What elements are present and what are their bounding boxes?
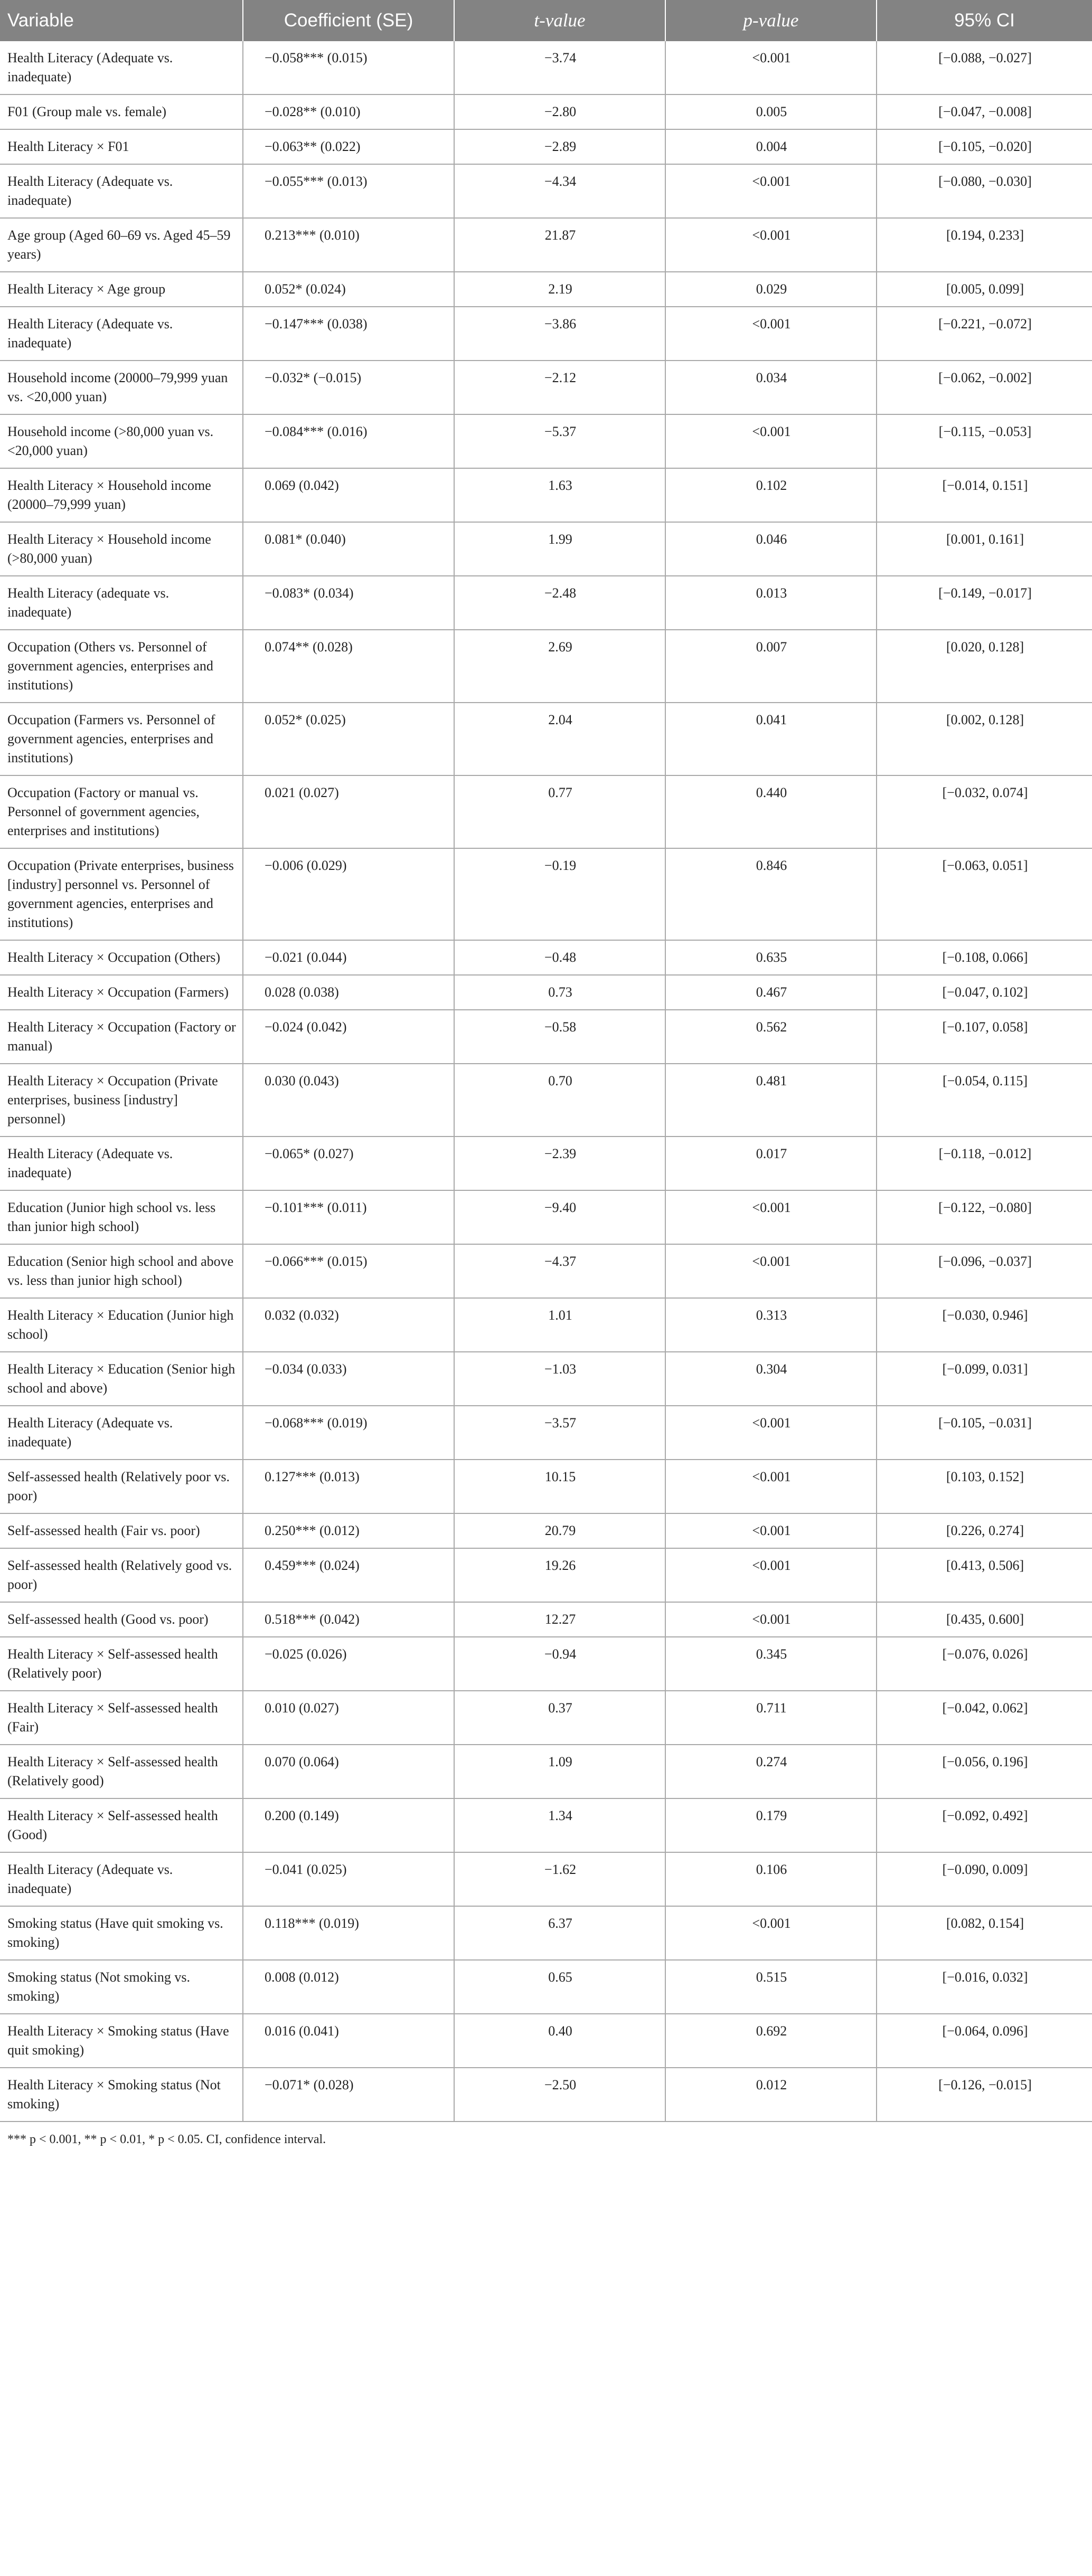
cell-coefficient: −0.058*** (0.015)	[243, 41, 454, 94]
cell-coefficient: 0.081* (0.040)	[243, 522, 454, 576]
table-row	[0, 848, 1092, 940]
cell-variable: Self-assessed health (Good vs. poor)	[0, 1602, 243, 1637]
cell-ci: [0.005, 0.099]	[877, 272, 1092, 307]
cell-p-value: 0.004	[665, 129, 877, 164]
table-row	[0, 1137, 1092, 1190]
table-row	[0, 1352, 1092, 1406]
cell-coefficient: 0.021 (0.027)	[243, 775, 454, 848]
header-variable: Variable	[0, 0, 243, 41]
cell-ci: [−0.047, −0.008]	[877, 94, 1092, 129]
cell-p-value: <0.001	[665, 1244, 877, 1298]
cell-p-value: 0.041	[665, 703, 877, 775]
table-row	[0, 630, 1092, 703]
table-row	[0, 1852, 1092, 1906]
cell-p-value: <0.001	[665, 164, 877, 218]
cell-coefficient: 0.074** (0.028)	[243, 630, 454, 703]
cell-t-value: −3.86	[454, 307, 665, 361]
cell-variable: Health Literacy × F01	[0, 129, 243, 164]
cell-variable: Self-assessed health (Fair vs. poor)	[0, 1513, 243, 1548]
cell-t-value: 12.27	[454, 1602, 665, 1637]
cell-variable: Health Literacy × Household income (>80,000 yuan)	[0, 522, 243, 576]
cell-variable: Health Literacy (Adequate vs. inadequate)	[0, 1852, 243, 1906]
table-row	[0, 1745, 1092, 1798]
cell-t-value: −0.48	[454, 940, 665, 975]
cell-coefficient: −0.028** (0.010)	[243, 94, 454, 129]
cell-t-value: 0.37	[454, 1691, 665, 1745]
cell-variable: Occupation (Farmers vs. Personnel of government agencies, enterprises and institutions)	[0, 703, 243, 775]
cell-coefficient: −0.071* (0.028)	[243, 2068, 454, 2122]
cell-p-value: 0.005	[665, 94, 877, 129]
cell-variable: Health Literacy × Occupation (Farmers)	[0, 975, 243, 1010]
cell-variable: Health Literacy (adequate vs. inadequate)	[0, 576, 243, 630]
cell-ci: [−0.108, 0.066]	[877, 940, 1092, 975]
cell-t-value: 21.87	[454, 218, 665, 272]
cell-variable: Household income (20000–79,999 yuan vs. <20,000 yuan)	[0, 361, 243, 414]
cell-ci: [−0.047, 0.102]	[877, 975, 1092, 1010]
table-row	[0, 1602, 1092, 1637]
cell-ci: [−0.096, −0.037]	[877, 1244, 1092, 1298]
cell-variable: Health Literacy (Adequate vs. inadequate)	[0, 1406, 243, 1460]
cell-coefficient: 0.069 (0.042)	[243, 468, 454, 522]
cell-variable: Health Literacy × Household income (20000–79,999 yuan)	[0, 468, 243, 522]
table-row	[0, 1460, 1092, 1513]
cell-p-value: 0.007	[665, 630, 877, 703]
table-row	[0, 1064, 1092, 1137]
cell-t-value: −4.37	[454, 1244, 665, 1298]
table-row	[0, 1513, 1092, 1548]
cell-variable: Health Literacy × Self-assessed health (Fair)	[0, 1691, 243, 1745]
cell-ci: [−0.030, 0.946]	[877, 1298, 1092, 1352]
cell-ci: [−0.054, 0.115]	[877, 1064, 1092, 1137]
cell-ci: [−0.105, −0.031]	[877, 1406, 1092, 1460]
cell-ci: [−0.090, 0.009]	[877, 1852, 1092, 1906]
table-row	[0, 1244, 1092, 1298]
table-header	[0, 0, 1092, 41]
cell-variable: Self-assessed health (Relatively good vs. poor)	[0, 1548, 243, 1602]
table-row	[0, 41, 1092, 94]
cell-coefficient: −0.066*** (0.015)	[243, 1244, 454, 1298]
cell-t-value: 0.65	[454, 1960, 665, 2014]
cell-ci: [0.413, 0.506]	[877, 1548, 1092, 1602]
cell-t-value: −2.50	[454, 2068, 665, 2122]
cell-coefficient: 0.070 (0.064)	[243, 1745, 454, 1798]
cell-p-value: <0.001	[665, 414, 877, 468]
cell-t-value: −3.57	[454, 1406, 665, 1460]
cell-coefficient: 0.052* (0.025)	[243, 703, 454, 775]
cell-variable: Education (Senior high school and above vs. less than junior high school)	[0, 1244, 243, 1298]
cell-coefficient: 0.028 (0.038)	[243, 975, 454, 1010]
cell-ci: [−0.080, −0.030]	[877, 164, 1092, 218]
header-coefficient: Coefficient (SE)	[243, 0, 454, 41]
table-row	[0, 1406, 1092, 1460]
table-row	[0, 1691, 1092, 1745]
cell-coefficient: 0.250*** (0.012)	[243, 1513, 454, 1548]
cell-variable: Occupation (Private enterprises, business [industry] personnel vs. Personnel of government agencies, enterprises and institutions)	[0, 848, 243, 940]
cell-coefficient: 0.127*** (0.013)	[243, 1460, 454, 1513]
table-row	[0, 218, 1092, 272]
cell-variable: Occupation (Others vs. Personnel of government agencies, enterprises and institutions)	[0, 630, 243, 703]
table-body	[0, 41, 1092, 2122]
cell-variable: Health Literacy (Adequate vs. inadequate)	[0, 164, 243, 218]
table-row	[0, 940, 1092, 975]
cell-p-value: <0.001	[665, 1460, 877, 1513]
cell-coefficient: 0.052* (0.024)	[243, 272, 454, 307]
cell-t-value: 10.15	[454, 1460, 665, 1513]
cell-coefficient: 0.200 (0.149)	[243, 1798, 454, 1852]
cell-ci: [0.226, 0.274]	[877, 1513, 1092, 1548]
cell-coefficient: −0.025 (0.026)	[243, 1637, 454, 1691]
cell-ci: [−0.118, −0.012]	[877, 1137, 1092, 1190]
header-row	[0, 0, 1092, 41]
header-t-value-text: t-value	[534, 10, 586, 31]
cell-variable: Health Literacy × Self-assessed health (Good)	[0, 1798, 243, 1852]
cell-t-value: 0.40	[454, 2014, 665, 2068]
cell-p-value: 0.635	[665, 940, 877, 975]
table-row	[0, 775, 1092, 848]
cell-p-value: <0.001	[665, 1406, 877, 1460]
cell-p-value: 0.692	[665, 2014, 877, 2068]
cell-coefficient: −0.041 (0.025)	[243, 1852, 454, 1906]
table-row	[0, 1298, 1092, 1352]
header-p-value-text: p-value	[743, 10, 799, 31]
cell-ci: [0.103, 0.152]	[877, 1460, 1092, 1513]
cell-coefficient: −0.068*** (0.019)	[243, 1406, 454, 1460]
cell-coefficient: −0.101*** (0.011)	[243, 1190, 454, 1244]
header-p-value	[665, 0, 877, 41]
cell-ci: [−0.056, 0.196]	[877, 1745, 1092, 1798]
cell-p-value: <0.001	[665, 1906, 877, 1960]
table-row	[0, 94, 1092, 129]
cell-p-value: 0.274	[665, 1745, 877, 1798]
cell-t-value: −5.37	[454, 414, 665, 468]
cell-coefficient: 0.032 (0.032)	[243, 1298, 454, 1352]
cell-coefficient: 0.010 (0.027)	[243, 1691, 454, 1745]
cell-coefficient: −0.032* (−0.015)	[243, 361, 454, 414]
cell-ci: [0.020, 0.128]	[877, 630, 1092, 703]
cell-p-value: <0.001	[665, 1602, 877, 1637]
table-row	[0, 468, 1092, 522]
cell-coefficient: 0.118*** (0.019)	[243, 1906, 454, 1960]
cell-coefficient: −0.147*** (0.038)	[243, 307, 454, 361]
cell-variable: Health Literacy (Adequate vs. inadequate)	[0, 1137, 243, 1190]
table-row	[0, 703, 1092, 775]
cell-variable: Health Literacy × Self-assessed health (Relatively good)	[0, 1745, 243, 1798]
cell-coefficient: −0.084*** (0.016)	[243, 414, 454, 468]
cell-variable: Health Literacy × Education (Junior high school)	[0, 1298, 243, 1352]
cell-p-value: 0.012	[665, 2068, 877, 2122]
table-row	[0, 2068, 1092, 2122]
cell-p-value: <0.001	[665, 218, 877, 272]
cell-ci: [−0.014, 0.151]	[877, 468, 1092, 522]
cell-coefficient: −0.021 (0.044)	[243, 940, 454, 975]
cell-variable: Health Literacy (Adequate vs. inadequate)	[0, 41, 243, 94]
cell-t-value: −1.03	[454, 1352, 665, 1406]
cell-p-value: 0.711	[665, 1691, 877, 1745]
cell-coefficient: 0.518*** (0.042)	[243, 1602, 454, 1637]
cell-p-value: 0.345	[665, 1637, 877, 1691]
cell-coefficient: 0.459*** (0.024)	[243, 1548, 454, 1602]
cell-ci: [−0.149, −0.017]	[877, 576, 1092, 630]
cell-t-value: 1.63	[454, 468, 665, 522]
cell-t-value: 1.09	[454, 1745, 665, 1798]
cell-ci: [−0.076, 0.026]	[877, 1637, 1092, 1691]
cell-p-value: 0.440	[665, 775, 877, 848]
cell-p-value: 0.846	[665, 848, 877, 940]
table-row	[0, 1637, 1092, 1691]
cell-variable: F01 (Group male vs. female)	[0, 94, 243, 129]
cell-t-value: 2.04	[454, 703, 665, 775]
cell-p-value: 0.467	[665, 975, 877, 1010]
cell-variable: Health Literacy × Self-assessed health (Relatively poor)	[0, 1637, 243, 1691]
cell-t-value: 0.70	[454, 1064, 665, 1137]
table-row	[0, 129, 1092, 164]
table-row	[0, 975, 1092, 1010]
table-row	[0, 1906, 1092, 1960]
table-row	[0, 307, 1092, 361]
cell-p-value: 0.017	[665, 1137, 877, 1190]
cell-t-value: 6.37	[454, 1906, 665, 1960]
cell-t-value: −0.19	[454, 848, 665, 940]
cell-ci: [−0.122, −0.080]	[877, 1190, 1092, 1244]
cell-coefficient: 0.213*** (0.010)	[243, 218, 454, 272]
cell-p-value: <0.001	[665, 1190, 877, 1244]
cell-p-value: 0.313	[665, 1298, 877, 1352]
cell-t-value: 1.99	[454, 522, 665, 576]
cell-t-value: 1.34	[454, 1798, 665, 1852]
cell-t-value: 19.26	[454, 1548, 665, 1602]
table-row	[0, 272, 1092, 307]
table-row	[0, 576, 1092, 630]
cell-t-value: −3.74	[454, 41, 665, 94]
cell-t-value: −4.34	[454, 164, 665, 218]
cell-ci: [0.435, 0.600]	[877, 1602, 1092, 1637]
cell-variable: Health Literacy × Occupation (Private enterprises, business [industry] personnel)	[0, 1064, 243, 1137]
cell-p-value: 0.034	[665, 361, 877, 414]
cell-p-value: 0.562	[665, 1010, 877, 1064]
cell-variable: Health Literacy (Adequate vs. inadequate)	[0, 307, 243, 361]
cell-p-value: 0.179	[665, 1798, 877, 1852]
table-row	[0, 1190, 1092, 1244]
cell-t-value: −0.58	[454, 1010, 665, 1064]
table-row	[0, 361, 1092, 414]
cell-coefficient: −0.024 (0.042)	[243, 1010, 454, 1064]
cell-variable: Age group (Aged 60–69 vs. Aged 45–59 years)	[0, 218, 243, 272]
table-row	[0, 1548, 1092, 1602]
cell-t-value: 0.73	[454, 975, 665, 1010]
cell-t-value: −2.39	[454, 1137, 665, 1190]
cell-t-value: −1.62	[454, 1852, 665, 1906]
cell-ci: [−0.042, 0.062]	[877, 1691, 1092, 1745]
cell-t-value: −2.48	[454, 576, 665, 630]
cell-ci: [−0.099, 0.031]	[877, 1352, 1092, 1406]
cell-variable: Education (Junior high school vs. less than junior high school)	[0, 1190, 243, 1244]
cell-ci: [−0.032, 0.074]	[877, 775, 1092, 848]
cell-ci: [−0.115, −0.053]	[877, 414, 1092, 468]
table-row	[0, 414, 1092, 468]
cell-variable: Health Literacy × Occupation (Factory or manual)	[0, 1010, 243, 1064]
cell-coefficient: −0.006 (0.029)	[243, 848, 454, 940]
table-row	[0, 1798, 1092, 1852]
cell-ci: [0.194, 0.233]	[877, 218, 1092, 272]
cell-ci: [−0.105, −0.020]	[877, 129, 1092, 164]
cell-ci: [−0.221, −0.072]	[877, 307, 1092, 361]
cell-t-value: 1.01	[454, 1298, 665, 1352]
cell-p-value: 0.106	[665, 1852, 877, 1906]
table-row	[0, 1960, 1092, 2014]
header-t-value	[454, 0, 665, 41]
cell-t-value: 0.77	[454, 775, 665, 848]
cell-t-value: 2.19	[454, 272, 665, 307]
cell-t-value: −0.94	[454, 1637, 665, 1691]
cell-p-value: 0.304	[665, 1352, 877, 1406]
cell-coefficient: −0.065* (0.027)	[243, 1137, 454, 1190]
cell-variable: Smoking status (Have quit smoking vs. smoking)	[0, 1906, 243, 1960]
cell-t-value: −2.89	[454, 129, 665, 164]
cell-coefficient: −0.034 (0.033)	[243, 1352, 454, 1406]
table-row	[0, 164, 1092, 218]
cell-variable: Health Literacy × Education (Senior high school and above)	[0, 1352, 243, 1406]
cell-p-value: <0.001	[665, 41, 877, 94]
cell-ci: [0.082, 0.154]	[877, 1906, 1092, 1960]
cell-ci: [0.001, 0.161]	[877, 522, 1092, 576]
cell-variable: Health Literacy × Age group	[0, 272, 243, 307]
cell-ci: [−0.092, 0.492]	[877, 1798, 1092, 1852]
cell-p-value: 0.515	[665, 1960, 877, 2014]
cell-ci: [−0.064, 0.096]	[877, 2014, 1092, 2068]
cell-coefficient: 0.008 (0.012)	[243, 1960, 454, 2014]
cell-p-value: <0.001	[665, 1513, 877, 1548]
cell-ci: [−0.088, −0.027]	[877, 41, 1092, 94]
cell-ci: [0.002, 0.128]	[877, 703, 1092, 775]
cell-p-value: 0.046	[665, 522, 877, 576]
cell-ci: [−0.062, −0.002]	[877, 361, 1092, 414]
cell-variable: Health Literacy × Smoking status (Have quit smoking)	[0, 2014, 243, 2068]
cell-variable: Health Literacy × Smoking status (Not smoking)	[0, 2068, 243, 2122]
cell-ci: [−0.063, 0.051]	[877, 848, 1092, 940]
cell-t-value: −9.40	[454, 1190, 665, 1244]
cell-p-value: <0.001	[665, 1548, 877, 1602]
cell-ci: [−0.107, 0.058]	[877, 1010, 1092, 1064]
table-row	[0, 1010, 1092, 1064]
cell-coefficient: −0.083* (0.034)	[243, 576, 454, 630]
cell-coefficient: 0.016 (0.041)	[243, 2014, 454, 2068]
cell-coefficient: 0.030 (0.043)	[243, 1064, 454, 1137]
cell-variable: Occupation (Factory or manual vs. Personnel of government agencies, enterprises and institutions)	[0, 775, 243, 848]
header-ci: 95% CI	[877, 0, 1092, 41]
cell-t-value: −2.12	[454, 361, 665, 414]
cell-t-value: −2.80	[454, 94, 665, 129]
cell-t-value: 2.69	[454, 630, 665, 703]
cell-ci: [−0.016, 0.032]	[877, 1960, 1092, 2014]
table-row	[0, 522, 1092, 576]
cell-coefficient: −0.055*** (0.013)	[243, 164, 454, 218]
table-row	[0, 2014, 1092, 2068]
cell-t-value: 20.79	[454, 1513, 665, 1548]
cell-coefficient: −0.063** (0.022)	[243, 129, 454, 164]
cell-p-value: 0.481	[665, 1064, 877, 1137]
cell-variable: Smoking status (Not smoking vs. smoking)	[0, 1960, 243, 2014]
cell-p-value: 0.013	[665, 576, 877, 630]
cell-variable: Health Literacy × Occupation (Others)	[0, 940, 243, 975]
cell-p-value: 0.102	[665, 468, 877, 522]
cell-p-value: <0.001	[665, 307, 877, 361]
cell-ci: [−0.126, −0.015]	[877, 2068, 1092, 2122]
cell-variable: Self-assessed health (Relatively poor vs. poor)	[0, 1460, 243, 1513]
cell-variable: Household income (>80,000 yuan vs. <20,000 yuan)	[0, 414, 243, 468]
table-footnote: *** p < 0.001, ** p < 0.01, * p < 0.05. CI, confidence interval.	[7, 2133, 326, 2146]
cell-p-value: 0.029	[665, 272, 877, 307]
